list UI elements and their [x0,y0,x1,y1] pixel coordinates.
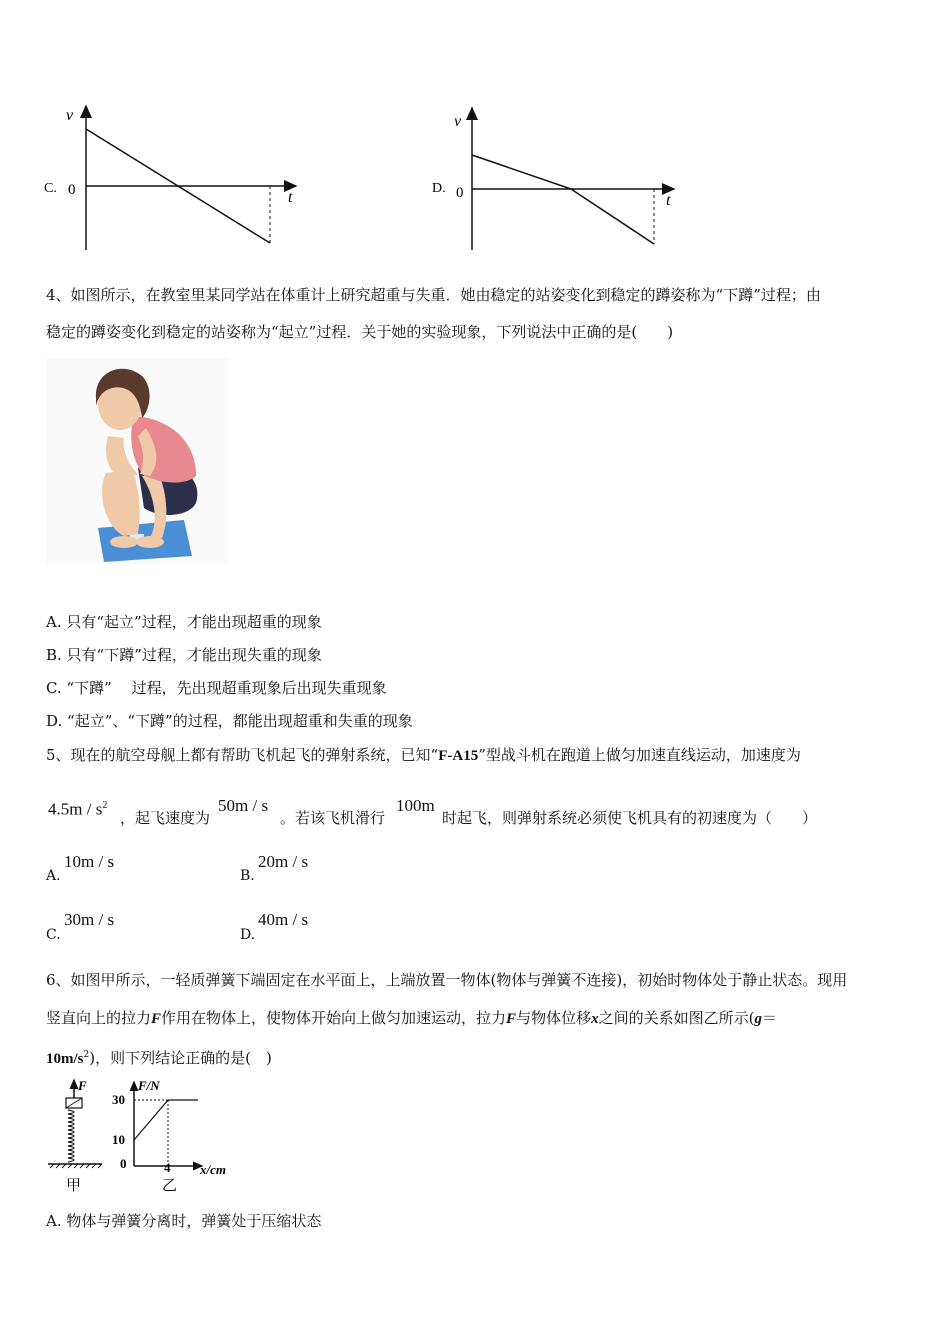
graph-d-line-2 [571,189,654,244]
q5-text-b: 。若该飞机滑行 [280,809,386,827]
q5-option-a-value: 10m / s [64,852,115,871]
q5-option-a-label: A. [46,868,61,884]
q5-option-d-value: 40m / s [258,910,309,929]
q4-option-a: A. 只有“起立”过程，才能出现超重的现象 [46,613,322,631]
q4-option-c: C. “下蹲” 过程，先出现超重现象后出现失重现象 [46,679,387,697]
q5-text-c: 时起飞，则弹射系统必须使飞机具有的初速度为（ ） [442,809,818,827]
q5-option-c-value: 30m / s [64,910,115,929]
fx-y-label: F/N [138,1078,160,1093]
q6-option-a: A. 物体与弹簧分离时，弹簧处于压缩状态 [46,1212,322,1230]
graph-c-v-label: v [66,107,74,124]
graph-c [40,100,320,260]
woman-squatting-on-scale-photo [46,358,228,564]
q5-option-b-value: 20m / s [258,852,309,871]
q6-line-1: 6、如图甲所示，一轻质弹簧下端固定在水平面上，上端放置一物体(物体与弹簧不连接)，初始时物体处于静止状态。现用 [46,971,848,989]
q5-line-1 [46,745,801,766]
q6-line-3: $10m/s^2$)，则下列结论正确的是( ) [46,1049,272,1067]
graph-d-zero: 0 [456,185,464,201]
q5-distance: 100m [396,796,435,815]
q6-figure-svg [44,1074,254,1198]
spring-coil [68,1110,74,1162]
fx-tick-0: 0 [120,1156,127,1171]
q4-option-d: D. “起立”、“下蹲”的过程，都能出现超重和失重的现象 [46,712,413,730]
photo-illustration [46,358,228,564]
q5-speed: 50m / s [218,796,269,815]
fx-tick-4: 4 [164,1160,171,1175]
label-yi: 乙 [162,1178,178,1194]
fx-rise [134,1100,168,1140]
q5-line-1-pre: 5、现在的航空母舰上都有帮助飞机起飞的弹射系统，已知“ [46,746,439,764]
q4-line-2: 稳定的蹲姿变化到稳定的站姿称为“起立”过程．关于她的实验现象，下列说法中正确的是( ) [46,323,674,341]
q5-model: F-A15 [438,748,479,764]
q5-option-d-label: D. [240,927,256,943]
q4-option-b: B. 只有“下蹲”过程，才能出现失重的现象 [46,646,322,664]
spring-force-label: F [78,1078,87,1093]
q5-option-c-label: C. [46,927,61,943]
graph-d [428,100,708,260]
q5-accel: $4.5m / s^2$ [48,799,108,819]
q5-line-1-post: ”型战斗机在跑道上做匀加速直线运动，加速度为 [478,746,801,764]
q5-text-a: ，起飞速度为 [120,809,211,827]
graph-d-t-label: t [666,192,671,209]
fx-x-label: x/cm [200,1162,226,1177]
graph-d-svg [428,100,708,260]
q6-line-2: 竖直向上的拉力F作用在物体上，使物体开始向上做匀加速运动，拉力F与物体位移x之间的关系如图乙所示(g＝ [46,1009,777,1027]
q5-option-b-label: B. [240,868,255,884]
fx-tick-10: 10 [112,1132,125,1147]
graph-d-line-1 [472,155,571,189]
graph-d-v-label: v [454,113,462,130]
graph-d-option: D. [432,181,446,196]
label-jia: 甲 [66,1178,82,1194]
graph-c-option: C. [44,181,57,196]
fx-tick-30: 30 [112,1092,125,1107]
graph-c-t-label: t [288,189,293,206]
graph-c-zero: 0 [68,182,76,198]
graph-c-svg [40,100,320,260]
q4-line-1: 4、如图所示，在教室里某同学站在体重计上研究超重与失重．她由稳定的站姿变化到稳定的蹲姿称为“下蹲”过程；由 [46,286,821,304]
q6-figure [44,1074,254,1198]
